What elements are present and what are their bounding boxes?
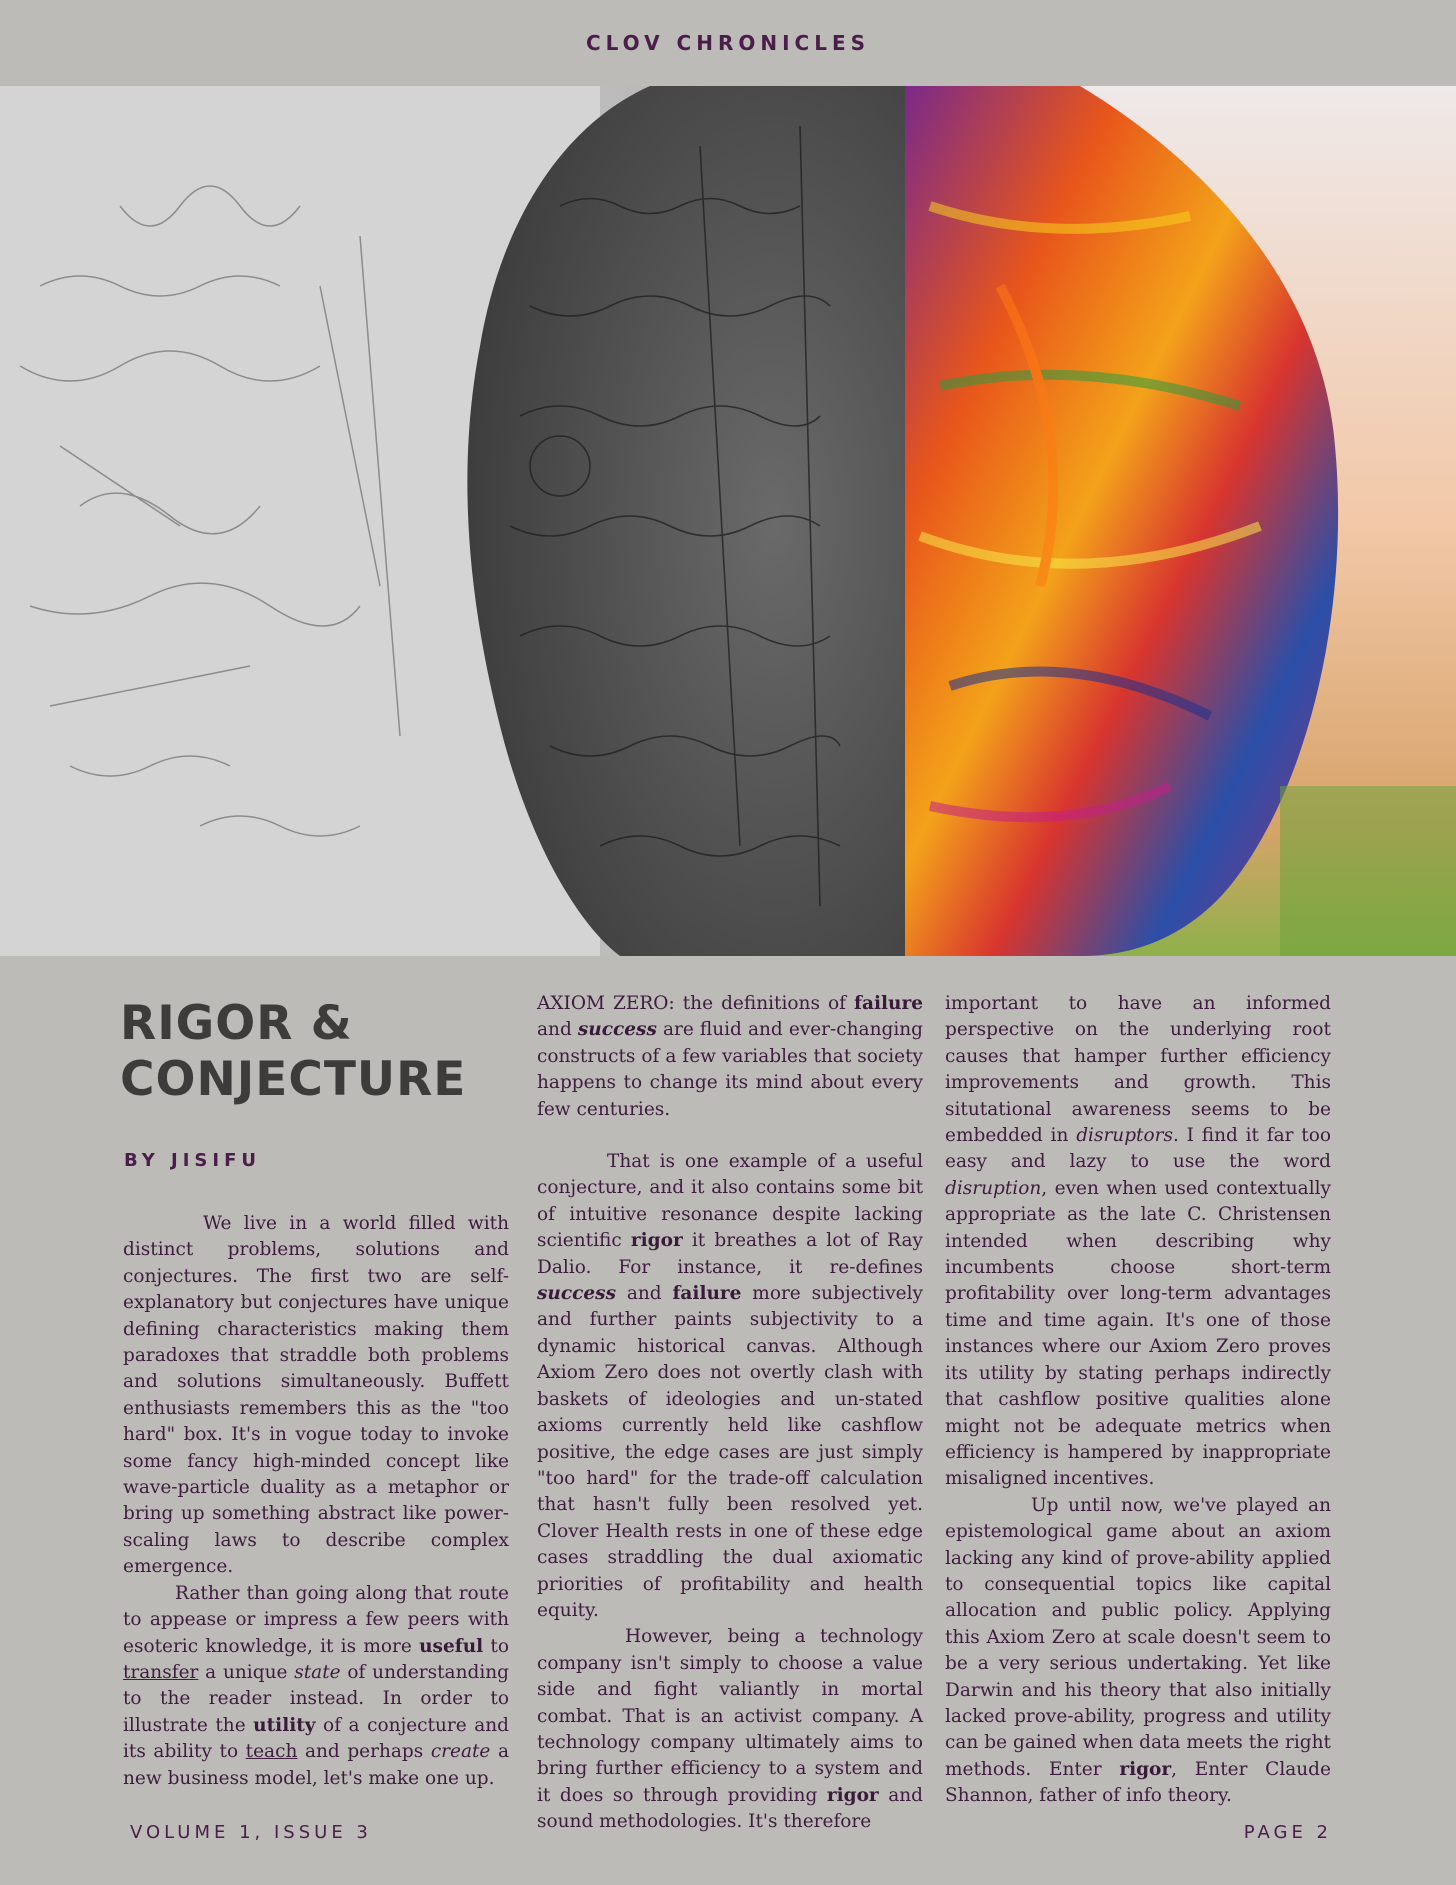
paragraph: Rather than going along that route to appease or impress a few peers with esoteric knowledge, it is more useful to transfer a unique state of understanding to the reader instead. In order to illustrate the utility of a conjecture and its ability to teach and perhaps create a new business model, let's make one up. <box>123 1582 510 1789</box>
publication-title: CLOV CHRONICLES <box>585 31 871 55</box>
hero-image <box>0 86 1456 956</box>
paragraph: AXIOM ZERO: the definitions of failure and success are fluid and ever-changing constructs of a few variables that society happens to change its mind about every few centuries. <box>537 993 923 1120</box>
paragraph: important to have an informed perspective on the underlying root causes that hamper further efficiency improvements and growth. This situtational awareness seems to be embedded in disruptors. I find it far too easy and lazy to use the word disruption, even when used contextually appropriate as the late C. Christensen intended when describing why incumbents choose short-term profitability over long-term advantages time and time again. It's one of those instances where our Axiom Zero proves its utility by stating perhaps indirectly that cashflow positive qualities alone might not be adequate metrics when efficiency is hampered by inappropriate misaligned incentives. <box>945 993 1331 1490</box>
article-column-3 <box>945 991 1331 1810</box>
byline: BY JISIFU <box>124 1150 262 1171</box>
title-line-2: CONJECTURE <box>120 1052 467 1107</box>
issue-label: VOLUME 1, ISSUE 3 <box>130 1822 372 1843</box>
article-title <box>120 996 520 1108</box>
paragraph: That is one example of a useful conjecture, and it also contains some bit of intuitive resonance despite lacking scientific rigor it breathes a lot of Ray Dalio. For instance, it re-defines success and failure more subjectively and further paints subjectivity to a dynamic historical canvas. Although Axiom Zero does not overtly clash with baskets of ideologies and un-stated axioms currently held like cashflow positive, the edge cases are just simply "too hard" for the trade-off calculation that hasn't fully been resolved yet. Clover Health rests in one of these edge cases straddling the dual axiomatic priorities of profitability and health equity. <box>537 1151 923 1621</box>
title-line-1: RIGOR & <box>120 996 353 1051</box>
article-column-1 <box>123 1211 509 1792</box>
paragraph: However, being a technology company isn't simply to choose a value side and fight valiantly in mortal combat. That is an activist company. A technology company ultimately aims to bring further efficiency to a system and it does so through providing rigor and sound methodologies. It's therefore <box>537 1626 923 1833</box>
paragraph: We live in a world filled with distinct problems, solutions and conjectures. The first two are self-explanatory but conjectures have unique defining characteristics making them paradoxes that straddle both problems and solutions simultaneously. Buffett enthusiasts remembers this as the "too hard" box. It's in vogue today to invoke some fancy high-minded concept like wave-particle duality as a metaphor or bring up something abstract like power-scaling laws to describe complex emergence. <box>123 1213 509 1578</box>
article-column-2 <box>537 991 923 1836</box>
paragraph: Up until now, we've played an epistemological game about an axiom lacking any kind of prove-ability applied to consequential topics like capital allocation and public policy. Applying this Axiom Zero at scale doesn't seem to be a very serious undertaking. Yet like Darwin and his theory that also initially lacked prove-ability, progress and utility can be gained when data meets the right methods. Enter rigor, Enter Claude Shannon, father of info theory. <box>945 1494 1331 1807</box>
brain-illustration <box>0 86 1456 956</box>
masthead <box>0 0 1456 86</box>
page-number: PAGE 2 <box>1243 1822 1332 1843</box>
